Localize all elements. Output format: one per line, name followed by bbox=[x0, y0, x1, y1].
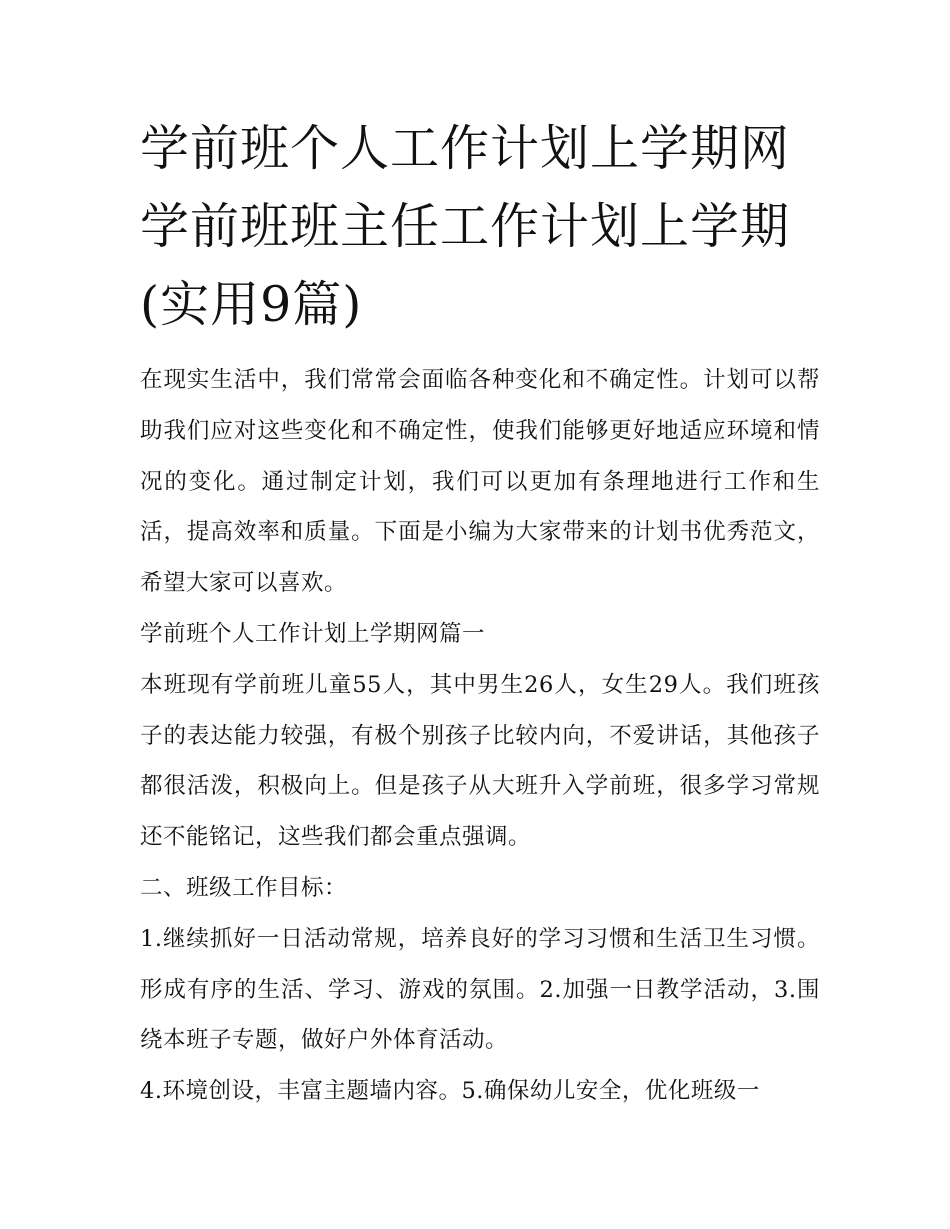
goals-paragraph-1: 1.继续抓好一日活动常规，培养良好的学习习惯和生活卫生习惯。形成有序的生活、学习、游戏的氛围。2.加强一日教学活动，3.围绕本班子专题，做好户外体育活动。 bbox=[140, 925, 820, 1054]
title-line-2: 学前班班主任工作计划上学期 bbox=[140, 198, 791, 255]
title-line-1: 学前班个人工作计划上学期网 bbox=[140, 120, 791, 177]
document-body bbox=[140, 355, 820, 1117]
title-line-3: (实用9篇) bbox=[140, 276, 363, 333]
intro-paragraph: 在现实生活中，我们常常会面临各种变化和不确定性。计划可以帮助我们应对这些变化和不确定性，使我们能够更好地适应环境和情况的变化。通过制定计划，我们可以更加有条理地进行工作和生活，提高效率和质量。下面是小编为大家带来的计划书优秀范文，希望大家可以喜欢。 bbox=[140, 367, 820, 597]
section-heading: 学前班个人工作计划上学期网篇一 bbox=[140, 620, 486, 647]
goals-heading: 二、班级工作目标： bbox=[140, 874, 348, 901]
class-overview-paragraph: 本班现有学前班儿童55人，其中男生26人，女生29人。我们班孩子的表达能力较强，有极个别孩子比较内向，不爱讲话，其他孩子都很活泼，积极向上。但是孩子从大班升入学前班，很多学习常规还不能铭记，这些我们都会重点强调。 bbox=[140, 671, 820, 851]
goals-paragraph-2: 4.环境创设，丰富主题墙内容。5.确保幼儿安全，优化班级一 bbox=[140, 1078, 760, 1105]
document-title bbox=[140, 110, 840, 344]
